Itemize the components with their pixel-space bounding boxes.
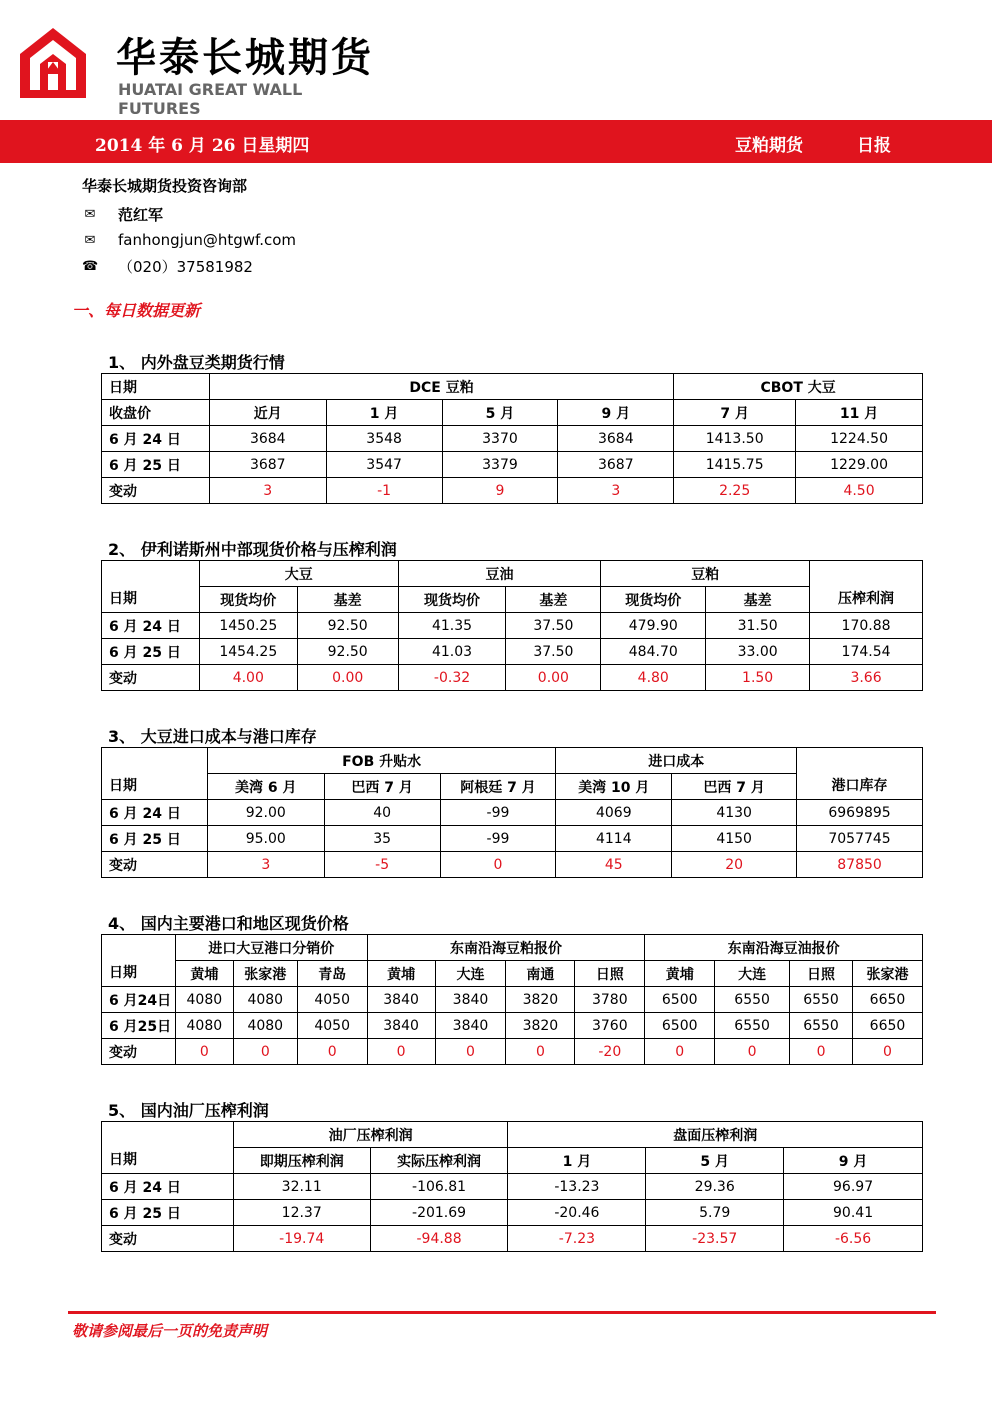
change-cell: 0: [506, 1039, 575, 1065]
change-cell: -7.23: [508, 1226, 646, 1252]
change-cell: 4.80: [601, 665, 706, 691]
change-cell: 0: [297, 1039, 367, 1065]
cell: 6500: [645, 1013, 715, 1039]
change-cell: 0: [175, 1039, 233, 1065]
cell: 6550: [790, 987, 853, 1013]
cell: 96.97: [784, 1174, 923, 1200]
t3-col: 巴西 7 月: [324, 774, 440, 800]
t4-col: 张家港: [852, 961, 922, 987]
cell: 92.00: [207, 800, 324, 826]
change-cell: 0: [715, 1039, 790, 1065]
t3-col: 美湾 10 月: [556, 774, 672, 800]
footer-divider: [68, 1311, 936, 1314]
report-date: 2014 年 6 月 26 日星期四: [95, 136, 310, 156]
cell: 3820: [506, 987, 575, 1013]
cell: 3760: [575, 1013, 645, 1039]
cell: 37.50: [506, 639, 601, 665]
table-row: [102, 826, 923, 852]
row-label: 变动: [102, 665, 200, 691]
cell: 29.36: [646, 1174, 784, 1200]
row-label: 变动: [102, 1226, 234, 1252]
cell: 3687: [209, 452, 326, 478]
t3-group: 进口成本: [556, 748, 797, 774]
cell: 174.54: [810, 639, 923, 665]
cell: 3840: [367, 987, 435, 1013]
analyst-phone: （020）37581982: [118, 257, 253, 276]
cell: -13.23: [508, 1174, 646, 1200]
t3-col: 港口库存: [797, 748, 923, 800]
cell: 3687: [558, 452, 674, 478]
change-cell: 1.50: [706, 665, 810, 691]
table2-illinois: [101, 560, 923, 691]
t4-col: 大连: [715, 961, 790, 987]
table1-title: 1、 内外盘豆类期货行情: [108, 353, 285, 372]
t5-group: 盘面压榨利润: [508, 1122, 923, 1148]
row-label: 变动: [102, 852, 208, 878]
t4-col: 黄埔: [645, 961, 715, 987]
contact-phone-row: [82, 253, 296, 279]
table-row: [102, 987, 923, 1013]
change-cell: 0.00: [297, 665, 398, 691]
change-cell: 0.00: [506, 665, 601, 691]
table5-crush-margin: [101, 1121, 923, 1252]
cell: 1450.25: [199, 613, 297, 639]
t5-date-label: 日期: [102, 1122, 234, 1174]
cell: 3548: [326, 426, 442, 452]
change-cell: 0: [435, 1039, 506, 1065]
t1-group-cbot: CBOT 大豆: [674, 374, 923, 400]
t2-col: 现货均价: [199, 587, 297, 613]
cell: 4069: [556, 800, 672, 826]
table-row: [102, 452, 923, 478]
t3-date-label: 日期: [102, 748, 208, 800]
table3-import-cost: [101, 747, 923, 878]
table2-title: 2、 伊利诺斯州中部现货价格与压榨利润: [108, 540, 397, 559]
t1-col: 7 月: [674, 400, 796, 426]
cell: 6500: [645, 987, 715, 1013]
row-label: 6 月 24 日: [102, 426, 210, 452]
t1-group-dce: DCE 豆粕: [209, 374, 673, 400]
table-row-change: [102, 1039, 923, 1065]
change-cell: 0: [790, 1039, 853, 1065]
table-row-change: [102, 1226, 923, 1252]
t4-group: 进口大豆港口分销价: [175, 935, 367, 961]
cell: 90.41: [784, 1200, 923, 1226]
t1-close-label: 收盘价: [102, 400, 210, 426]
table-row: [102, 1200, 923, 1226]
cell: 6550: [715, 987, 790, 1013]
envelope-icon: ✉: [84, 232, 96, 248]
row-label: 6 月 25 日: [102, 826, 208, 852]
cell: 3840: [367, 1013, 435, 1039]
table-row-change: [102, 852, 923, 878]
change-cell: -1: [326, 478, 442, 504]
cell: 92.50: [297, 639, 398, 665]
cell: 4050: [297, 987, 367, 1013]
cell: 35: [324, 826, 440, 852]
t4-col: 日照: [790, 961, 853, 987]
row-label: 6 月 25 日: [102, 639, 200, 665]
cell: 6969895: [797, 800, 923, 826]
row-label: 6 月 25 日: [102, 1200, 234, 1226]
row-label: 6 月24日: [102, 987, 176, 1013]
t4-col: 黄埔: [367, 961, 435, 987]
logo-english-name: HUATAI GREAT WALL FUTURES: [118, 80, 303, 118]
contact-email-row: [82, 227, 296, 253]
change-cell: 9: [442, 478, 558, 504]
cell: 6550: [790, 1013, 853, 1039]
t2-col: 现货均价: [398, 587, 506, 613]
change-cell: 0: [440, 852, 556, 878]
cell: -106.81: [370, 1174, 508, 1200]
t5-col: 5 月: [646, 1148, 784, 1174]
cell: 32.11: [233, 1174, 370, 1200]
cell: -201.69: [370, 1200, 508, 1226]
analyst-email[interactable]: fanhongjun@htgwf.com: [118, 231, 297, 249]
cell: 3684: [209, 426, 326, 452]
table-row-change: [102, 665, 923, 691]
row-label: 6 月25日: [102, 1013, 176, 1039]
cell: -99: [440, 826, 556, 852]
t3-col: 巴西 7 月: [672, 774, 797, 800]
cell: 4150: [672, 826, 797, 852]
cell: 37.50: [506, 613, 601, 639]
t1-col: 1 月: [326, 400, 442, 426]
t5-col: 实际压榨利润: [370, 1148, 508, 1174]
cell: 4080: [175, 1013, 233, 1039]
cell: 1224.50: [796, 426, 923, 452]
cell: 6650: [852, 987, 922, 1013]
telephone-icon: ☎: [82, 258, 99, 274]
cell: 4114: [556, 826, 672, 852]
cell: 41.03: [398, 639, 506, 665]
change-cell: -23.57: [646, 1226, 784, 1252]
row-label: 6 月 24 日: [102, 1174, 234, 1200]
table-row: [102, 1013, 923, 1039]
cell: 12.37: [233, 1200, 370, 1226]
change-cell: 4.50: [796, 478, 923, 504]
cell: -20.46: [508, 1200, 646, 1226]
cell: 92.50: [297, 613, 398, 639]
section-title: 一、每日数据更新: [72, 301, 201, 320]
row-label: 变动: [102, 1039, 176, 1065]
cell: 6650: [852, 1013, 922, 1039]
cell: 40: [324, 800, 440, 826]
t1-date-label: 日期: [102, 374, 210, 400]
cell: 6550: [715, 1013, 790, 1039]
cell: 7057745: [797, 826, 923, 852]
cell: 33.00: [706, 639, 810, 665]
t3-col: 阿根廷 7 月: [440, 774, 556, 800]
table5-title: 5、 国内油厂压榨利润: [108, 1101, 269, 1120]
table-row-change: [102, 478, 923, 504]
t4-col: 日照: [575, 961, 645, 987]
t4-date-label: 日期: [102, 935, 176, 987]
change-cell: 3: [209, 478, 326, 504]
cell: 3840: [435, 1013, 506, 1039]
row-label: 6 月 24 日: [102, 613, 200, 639]
cell: 31.50: [706, 613, 810, 639]
change-cell: 0: [367, 1039, 435, 1065]
t2-date-label: 日期: [102, 561, 200, 613]
report-product: 豆粕期货: [735, 136, 803, 156]
cell: 3370: [442, 426, 558, 452]
company-logo: [20, 22, 390, 118]
change-cell: -19.74: [233, 1226, 370, 1252]
logo-chinese-name: 华泰长城期货: [116, 35, 374, 81]
cell: 5.79: [646, 1200, 784, 1226]
t2-group: 大豆: [199, 561, 398, 587]
cell: 4050: [297, 1013, 367, 1039]
t4-col: 张家港: [233, 961, 297, 987]
cell: 1454.25: [199, 639, 297, 665]
cell: 4130: [672, 800, 797, 826]
cell: 1415.75: [674, 452, 796, 478]
cell: 4080: [233, 987, 297, 1013]
change-cell: -0.32: [398, 665, 506, 691]
report-type: 日报: [857, 136, 891, 156]
table4-title: 4、 国内主要港口和地区现货价格: [108, 914, 349, 933]
table-row: [102, 426, 923, 452]
logo-mark-icon: [20, 28, 86, 98]
change-cell: -6.56: [784, 1226, 923, 1252]
table3-title: 3、 大豆进口成本与港口库存: [108, 727, 317, 746]
t4-col: 大连: [435, 961, 506, 987]
table4-spot-prices: [101, 934, 923, 1065]
cell: 4080: [233, 1013, 297, 1039]
cell: 95.00: [207, 826, 324, 852]
cell: 479.90: [601, 613, 706, 639]
change-cell: 3: [558, 478, 674, 504]
t1-col: 9 月: [558, 400, 674, 426]
table-row: [102, 613, 923, 639]
change-cell: 0: [233, 1039, 297, 1065]
change-cell: -5: [324, 852, 440, 878]
cell: 3820: [506, 1013, 575, 1039]
change-cell: -20: [575, 1039, 645, 1065]
cell: 1413.50: [674, 426, 796, 452]
t2-group: 豆粕: [601, 561, 810, 587]
disclaimer-note: 敬请参阅最后一页的免责声明: [72, 1322, 268, 1340]
change-cell: 4.00: [199, 665, 297, 691]
contact-name-row: [82, 201, 296, 227]
t1-col: 5 月: [442, 400, 558, 426]
cell: 3684: [558, 426, 674, 452]
cell: 41.35: [398, 613, 506, 639]
t5-col: 9 月: [784, 1148, 923, 1174]
contact-block: [82, 175, 296, 279]
change-cell: 0: [852, 1039, 922, 1065]
t5-col: 1 月: [508, 1148, 646, 1174]
cell: 484.70: [601, 639, 706, 665]
change-cell: 3: [207, 852, 324, 878]
cell: 4080: [175, 987, 233, 1013]
t4-group: 东南沿海豆油报价: [645, 935, 923, 961]
t4-col: 黄埔: [175, 961, 233, 987]
t2-group: 豆油: [398, 561, 601, 587]
t2-col: 现货均价: [601, 587, 706, 613]
t1-col: 11 月: [796, 400, 923, 426]
cell: -99: [440, 800, 556, 826]
cell: 3840: [435, 987, 506, 1013]
t2-col: 基差: [506, 587, 601, 613]
t4-group: 东南沿海豆粕报价: [367, 935, 645, 961]
t3-col: 美湾 6 月: [207, 774, 324, 800]
t2-col: 压榨利润: [810, 561, 923, 613]
t4-col: 青岛: [297, 961, 367, 987]
change-cell: 2.25: [674, 478, 796, 504]
row-label: 6 月 24 日: [102, 800, 208, 826]
change-cell: 87850: [797, 852, 923, 878]
row-label: 6 月 25 日: [102, 452, 210, 478]
envelope-icon: ✉: [84, 206, 96, 222]
department: 华泰长城期货投资咨询部: [82, 177, 248, 195]
t5-col: 即期压榨利润: [233, 1148, 370, 1174]
change-cell: -94.88: [370, 1226, 508, 1252]
table-row: [102, 800, 923, 826]
cell: 3379: [442, 452, 558, 478]
cell: 1229.00: [796, 452, 923, 478]
change-cell: 45: [556, 852, 672, 878]
change-cell: 3.66: [810, 665, 923, 691]
cell: 3547: [326, 452, 442, 478]
t5-group: 油厂压榨利润: [233, 1122, 508, 1148]
change-cell: 0: [645, 1039, 715, 1065]
report-banner: [0, 120, 992, 163]
t1-col: 近月: [209, 400, 326, 426]
t4-col: 南通: [506, 961, 575, 987]
t3-group: FOB 升贴水: [207, 748, 556, 774]
table-row: [102, 1174, 923, 1200]
row-label: 变动: [102, 478, 210, 504]
analyst-name: 范红军: [118, 205, 164, 224]
cell: 170.88: [810, 613, 923, 639]
t2-col: 基差: [706, 587, 810, 613]
change-cell: 20: [672, 852, 797, 878]
table-row: [102, 639, 923, 665]
t2-col: 基差: [297, 587, 398, 613]
table1-futures: [101, 373, 923, 504]
cell: 3780: [575, 987, 645, 1013]
